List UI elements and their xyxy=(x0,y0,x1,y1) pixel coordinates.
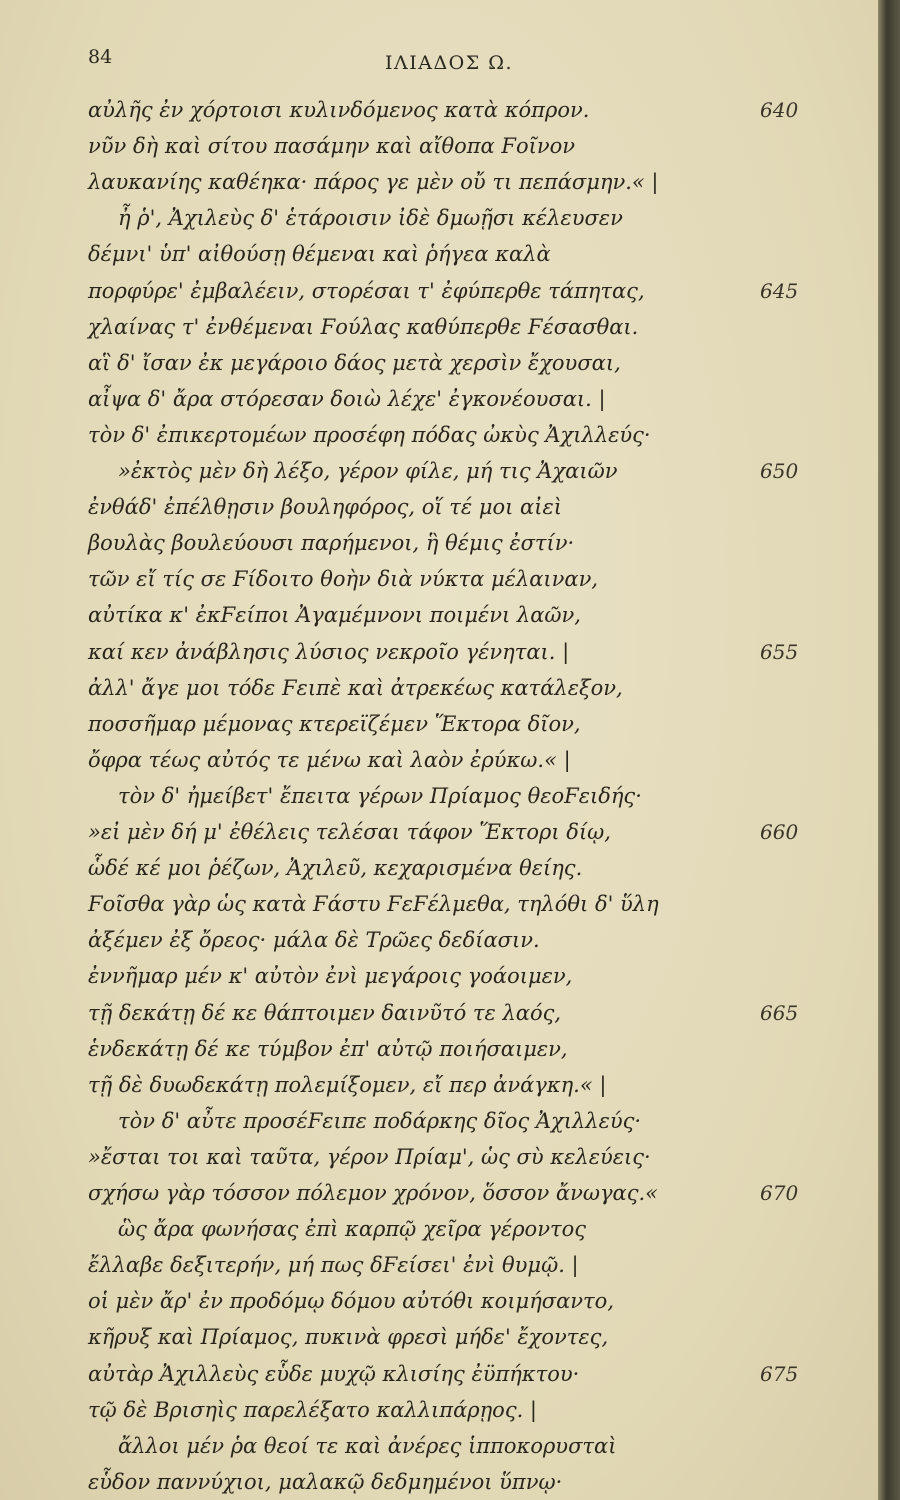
verse-line: ἦ ῥ', Ἀχιλεὺς δ' ἑτάροισιν ἰδὲ δμωῇσι κέλευσεν xyxy=(118,206,623,231)
verse-line: ὧδέ κέ μοι ῥέζων, Ἀχιλεῦ, κεχαρισμένα θείης. xyxy=(88,856,583,881)
verse-line: »ἐκτὸς μὲν δὴ λέξο, γέρον φίλε, μή τις Ἀχαιῶν xyxy=(118,459,618,483)
line-number: 650 xyxy=(760,459,799,483)
verse-line: σχήσω γὰρ τόσσον πόλεμον χρόνον, ὅσσον ἄνωγας.« xyxy=(88,1181,659,1205)
verse-line: πορφύρε' ἐμβαλέειν, στορέσαι τ' ἐφύπερθε τάπητας, xyxy=(88,278,645,303)
verse-line: τῇ δεκάτῃ δέ κε θάπτοιμεν δαινῦτό τε λαός, xyxy=(88,1000,562,1025)
verse-line: λαυκανίης καθέηκα· πάρος γε μὲν οὔ τι πεπάσμην.« | xyxy=(88,170,659,195)
line-number: 655 xyxy=(760,639,799,664)
verse-line: ἔλλαβε δεξιτερήν, μή πως δϜείσει' ἐνὶ θυμῷ. | xyxy=(88,1253,579,1278)
verse-line: Ϝοῖσθα γὰρ ὡς κατὰ Ϝάστυ ϜεϜέλμεθα, τηλόθι δ' ὕλη xyxy=(88,892,659,917)
page-number: 84 xyxy=(88,46,113,68)
line-number: 670 xyxy=(760,1181,799,1205)
line-number: 665 xyxy=(760,1000,799,1025)
verse-line: ἑνδεκάτῃ δέ κε τύμβον ἐπ' αὐτῷ ποιήσαιμεν, xyxy=(88,1036,568,1061)
verse-line: δέμνι' ὑπ' αἰθούσῃ θέμεναι καὶ ῥήγεα καλὰ xyxy=(88,242,551,267)
verse-line: τὸν δ' αὖτε προσέϜειπε ποδάρκης δῖος Ἀχιλλεύς· xyxy=(118,1108,642,1133)
verse-line: αἶψα δ' ἄρα στόρεσαν δοιὼ λέχε' ἐγκονέουσαι. | xyxy=(88,386,606,411)
verse-line: τὸν δ' ἐπικερτομέων προσέφη πόδας ὠκὺς Ἀχιλλεύς· xyxy=(88,422,651,447)
line-number: 640 xyxy=(760,98,799,122)
verse-line: κῆρυξ καὶ Πρίαμος, πυκινὰ φρεσὶ μήδε' ἔχοντες, xyxy=(88,1325,609,1350)
verse-line: »ἔσται τοι καὶ ταῦτα, γέρον Πρίαμ', ὡς σὺ κελεύεις· xyxy=(88,1144,651,1169)
verse-line: ἐνθάδ' ἐπέλθῃσιν βουληφόρος, οἵ τέ μοι αἰεὶ xyxy=(88,495,562,520)
verse-line: αὐτίκα κ' ἐκϜείποι Ἀγαμέμνονι ποιμένι λαῶν, xyxy=(88,603,581,628)
page-edge xyxy=(878,0,900,1500)
verse-line: τῶν εἴ τίς σε Ϝίδοιτο θοὴν διὰ νύκτα μέλαιναν, xyxy=(88,567,599,592)
verse-line: τῷ δὲ Βρισηὶς παρελέξατο καλλιπάρῃος. | xyxy=(88,1397,538,1422)
verse-line: χλαίνας τ' ἐνθέμεναι Ϝούλας καθύπερθε Ϝέσασθαι. xyxy=(88,314,639,339)
verse-line: τῇ δὲ δυωδεκάτῃ πολεμίξομεν, εἴ περ ἀνάγκη.« | xyxy=(88,1072,607,1097)
verse-line: αὐλῆς ἐν χόρτοισι κυλινδόμενος κατὰ κόπρον. xyxy=(88,98,590,122)
line-number: 675 xyxy=(760,1361,799,1386)
verse-line: ὣς ἄρα φωνήσας ἐπὶ καρπῷ χεῖρα γέροντος xyxy=(118,1217,586,1242)
verse-line: ἀλλ' ἄγε μοι τόδε Ϝειπὲ καὶ ἀτρεκέως κατάλεξον, xyxy=(88,675,623,700)
verse-line: εὗδον παννύχιοι, μαλακῷ δεδμημένοι ὕπνῳ· xyxy=(88,1469,563,1494)
verse-line: αἳ δ' ἴσαν ἐκ μεγάροιο δάος μετὰ χερσὶν ἔχουσαι, xyxy=(88,350,621,375)
verse-line: »εἰ μὲν δή μ' ἐθέλεις τελέσαι τάφον Ἕκτορι δίῳ, xyxy=(88,820,611,844)
line-number: 645 xyxy=(760,278,799,303)
verse-line: καί κεν ἀνάβλησις λύσιος νεκροῖο γένηται. | xyxy=(88,639,570,664)
line-number: 660 xyxy=(760,820,799,844)
verse-line: αὐτὰρ Ἀχιλλεὺς εὗδε μυχῷ κλισίης ἐϋπήκτου· xyxy=(88,1361,580,1386)
verse-line: ἐννῆμαρ μέν κ' αὐτὸν ἐνὶ μεγάροις γοάοιμεν, xyxy=(88,964,573,989)
verse-line: βουλὰς βουλεύουσι παρήμενοι, ἣ θέμις ἐστίν· xyxy=(88,531,575,556)
verse-line: ἄλλοι μέν ῥα θεοί τε καὶ ἀνέρες ἱπποκορυσταὶ xyxy=(118,1433,617,1458)
verse-line: τὸν δ' ἠμείβετ' ἔπειτα γέρων Πρίαμος θεοϜειδής· xyxy=(118,783,642,808)
verse-line: οἱ μὲν ἄρ' ἐν προδόμῳ δόμου αὐτόθι κοιμήσαντο, xyxy=(88,1289,614,1314)
running-title: ΙΛΙΑΔΟΣ Ω. xyxy=(385,52,514,74)
verse-line: ὄφρα τέως αὐτός τε μένω καὶ λαὸν ἐρύκω.« | xyxy=(88,747,571,772)
verse-line: ἀξέμεν ἐξ ὄρεος· μάλα δὲ Τρῶες δεδίασιν. xyxy=(88,928,540,953)
verse-line: νῦν δὴ καὶ σίτου πασάμην καὶ αἴθοπα Ϝοῖνον xyxy=(88,134,576,159)
verse-line: ποσσῆμαρ μέμονας κτερεϊζέμεν Ἕκτορα δῖον, xyxy=(88,711,581,736)
